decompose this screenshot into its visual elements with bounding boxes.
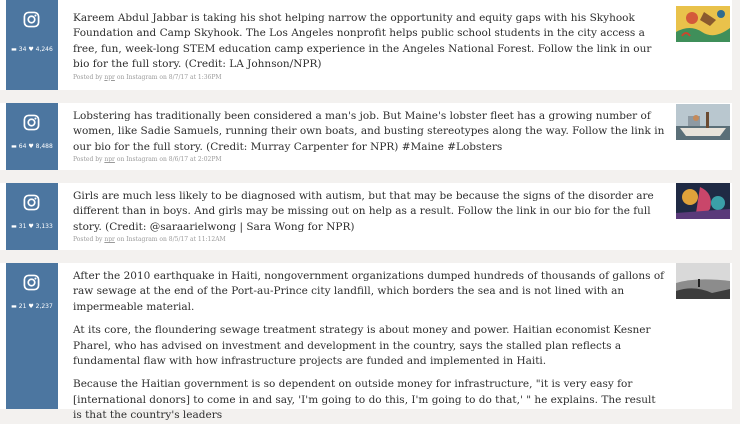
scrollbar-track[interactable] [732, 0, 740, 409]
comments-count: 4,246 [35, 46, 53, 53]
feed-post [0, 183, 732, 250]
likes-count: 21 [18, 303, 27, 310]
heart-icon: ♥ [28, 303, 34, 310]
comment-icon: ▬ [11, 46, 17, 53]
meta-suffix: on Instagram on 8/5/17 at 11:12AM [114, 236, 226, 244]
comments-count: 2,237 [35, 303, 53, 310]
comment-icon: ▬ [11, 223, 17, 230]
post-caption: Lobstering has traditionally been considered a man's job. But Maine's lobster fleet has a growing number of women, like Sadie Samuels, running their own boats, and busting stereotypes along the way. Follow the link in our bio for the full story. (Credit: Murray Carpenter for NPR) #Maine #Lobsters [73, 110, 665, 153]
boat-photo-thumbnail[interactable] [676, 104, 730, 140]
illustration-thumbnail[interactable] [676, 6, 730, 42]
illustration-thumbnail[interactable] [676, 183, 730, 219]
post-caption: Girls are much less likely to be diagnosed with autism, but that may be because the signs of the disorder are different than in boys. And girls may be missing out on help as a result. Follow the link in our bio for the full story. (Credit: @saraarielwong | Sara Wong for NPR) [73, 190, 654, 233]
author-link[interactable]: npr [104, 156, 115, 164]
feed-post [0, 263, 732, 422]
meta-prefix: Posted by [73, 73, 105, 81]
post-body [73, 11, 665, 82]
heart-icon: ♥ [28, 223, 34, 230]
post-stats [6, 303, 58, 310]
instagram-badge[interactable] [6, 0, 58, 90]
likes-count: 31 [18, 223, 27, 230]
post-meta [73, 236, 665, 244]
post-paragraph: Because the Haitian government is so dependent on outside money for infrastructure, "it is very easy for [international donors] to come in and say, 'I'm going to do this, I'm going to do that,' " he explains. The result is that the country's leaders [73, 378, 656, 422]
comment-icon: ▬ [11, 303, 17, 310]
instagram-icon [23, 114, 40, 131]
instagram-icon [23, 11, 40, 28]
instagram-badge[interactable] [6, 103, 58, 170]
author-link[interactable]: npr [104, 73, 115, 81]
post-body [73, 189, 665, 244]
meta-prefix: Posted by [73, 156, 105, 164]
feed-post [0, 103, 732, 170]
post-stats [6, 143, 58, 150]
author-link[interactable]: npr [104, 236, 115, 244]
comment-icon: ▬ [11, 143, 17, 150]
heart-icon: ♥ [28, 143, 34, 150]
likes-count: 64 [18, 143, 27, 150]
instagram-badge[interactable] [6, 183, 58, 250]
post-body [73, 269, 665, 424]
post-stats [6, 223, 58, 230]
feed-post [0, 0, 732, 90]
post-caption: Kareem Abdul Jabbar is taking his shot helping narrow the opportunity and equity gaps with his Skyhook Foundation and Camp Skyhook. The Los Angeles nonprofit helps public school students in the city access a free, fun, week-long STEM education camp experience in the Angeles National Forest. Follow the link in our bio for the full story. (Credit: LA Johnson/NPR) [73, 12, 652, 71]
post-paragraph: At its core, the floundering sewage treatment strategy is about money and power. Haitian economist Kesner Pharel, who has advised on investment and development in the country, says the stalled plan reflects a fundamental flaw with how infrastructure projects are funded and implemented in Haiti. [73, 324, 651, 368]
instagram-icon [23, 194, 40, 211]
comments-count: 3,133 [35, 223, 53, 230]
post-meta [73, 156, 665, 164]
comments-count: 8,488 [35, 143, 53, 150]
post-stats [6, 46, 58, 53]
meta-suffix: on Instagram on 8/6/17 at 2:02PM [114, 156, 222, 164]
post-body [73, 109, 665, 164]
likes-count: 34 [18, 46, 27, 53]
coastline-photo-thumbnail[interactable] [676, 263, 730, 299]
instagram-badge[interactable] [6, 263, 58, 409]
meta-suffix: on Instagram on 8/7/17 at 1:36PM [114, 73, 222, 81]
heart-icon: ♥ [28, 46, 34, 53]
meta-prefix: Posted by [73, 236, 105, 244]
post-paragraph: After the 2010 earthquake in Haiti, nongovernment organizations dumped hundreds of thousands of gallons of raw sewage at the end of the Port-au-Prince city landfill, which borders the sea and is not lined with an impermeable material. [73, 270, 665, 313]
post-meta [73, 74, 665, 82]
instagram-icon [23, 274, 40, 291]
